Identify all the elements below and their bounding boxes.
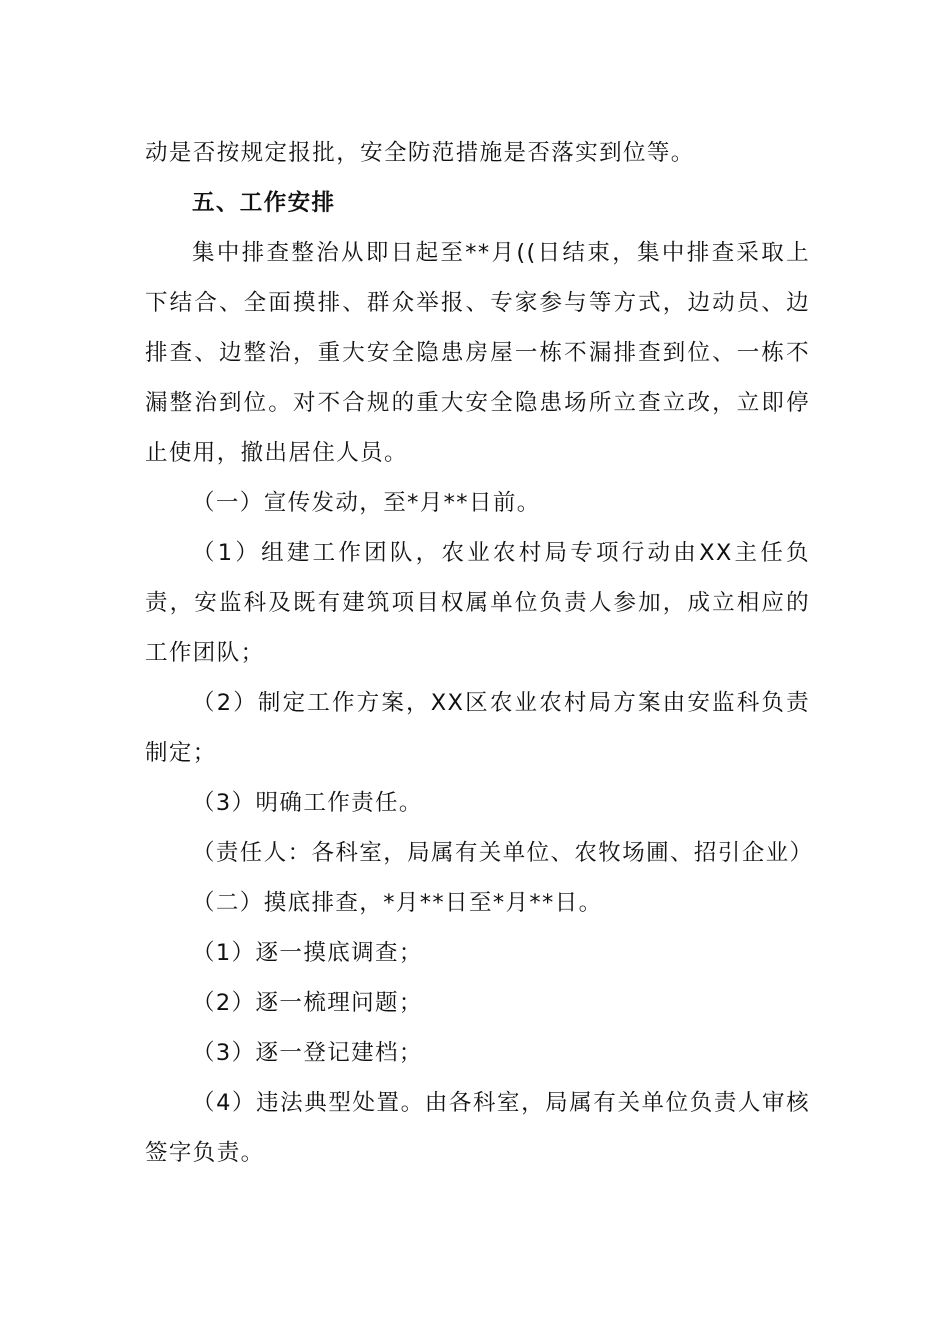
responsible-persons-note: （责任人：各科室，局属有关单位、农牧场圃、招引企业）: [192, 840, 814, 866]
section-heading-work-arrangement: 五、工作安排: [192, 190, 336, 216]
list-item-build-team: （1）组建工作团队，农业农村局专项行动由XX主任负责，安监科及既有建筑项目权属单位负责人参加，成立相应的工作团队；: [145, 540, 810, 666]
subsection-publicity: （一）宣传发动，至*月**日前。: [192, 490, 541, 516]
paragraph-continuation: 动是否按规定报批，安全防范措施是否落实到位等。: [145, 140, 695, 166]
document-body: [145, 128, 814, 1178]
list-item-register: （3）逐一登记建档；: [192, 1040, 423, 1066]
list-item-responsibility: （3）明确工作责任。: [192, 790, 423, 816]
list-item-disposal: （4）违法典型处置。由各科室，局属有关单位负责人审核签字负责。: [145, 1090, 810, 1166]
list-item-survey: （1）逐一摸底调查；: [192, 940, 423, 966]
list-item-work-plan: （2）制定工作方案，XX区农业农村局方案由安监科负责制定；: [145, 690, 810, 766]
paragraph-overview: 集中排查整治从即日起至**月((日结束，集中排查采取上下结合、全面摸排、群众举报、专家参与等方式，边动员、边排查、边整治，重大安全隐患房屋一栋不漏排查到位、一栋不漏整治到位。对不合规的重大安全隐患场所立查立改，立即停止使用，撤出居住人员。: [145, 240, 810, 466]
list-item-sort-issues: （2）逐一梳理问题；: [192, 990, 423, 1016]
subsection-investigation: （二）摸底排查，*月**日至*月**日。: [192, 890, 603, 916]
